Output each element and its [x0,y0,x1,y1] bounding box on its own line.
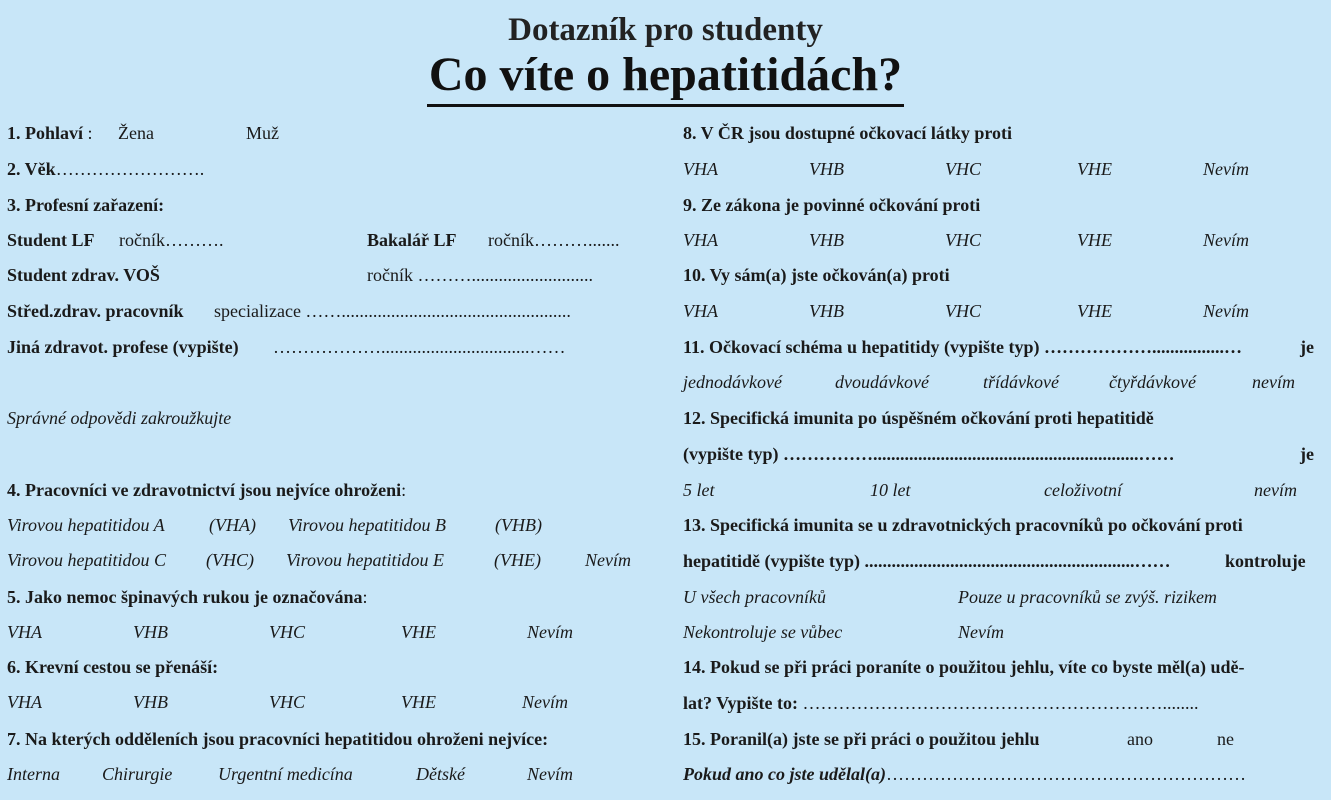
q12-opt-nevim[interactable]: nevím [1254,480,1297,500]
q9-opt-vhc[interactable]: VHC [945,230,981,250]
q9-opt-vhe[interactable]: VHE [1077,230,1112,250]
q5-opt-nevim[interactable]: Nevím [527,622,573,642]
q5-opt-vhb[interactable]: VHB [133,622,168,642]
q3-student-vos-year: ročník ………........................... [367,265,593,285]
q4-opt-vhb[interactable]: Virovou hepatitidou B [288,515,446,535]
q3-student-lf-year: ročník………. [119,230,224,250]
q4: 4. Pracovníci ve zdravotnictví jsou nejvíce ohroženi: [7,480,407,500]
q15-opt-ano[interactable]: ano [1127,729,1153,749]
q3-student-vos[interactable]: Student zdrav. VOŠ [7,265,160,285]
q13-opt-nevim[interactable]: Nevím [958,622,1004,642]
q3-student-lf[interactable]: Student LF [7,230,95,250]
q3-jina-profese[interactable]: Jiná zdravot. profese (vypište) [7,337,239,357]
q4-opt-vhe[interactable]: Virovou hepatitidou E [286,550,444,570]
q12-tail: je [1300,444,1314,464]
q10-opt-nevim[interactable]: Nevím [1203,301,1249,321]
q9-opt-vha[interactable]: VHA [683,230,718,250]
q5-opt-vhe[interactable]: VHE [401,622,436,642]
q12-line2: (vypište typ) ……………...........................................................…… [683,444,1175,464]
q6: 6. Krevní cestou se přenáší: [7,657,219,677]
q10-opt-vha[interactable]: VHA [683,301,718,321]
q5-opt-vhc[interactable]: VHC [269,622,305,642]
q11-opt-1[interactable]: jednodávkové [683,372,782,392]
q15-opt-ne[interactable]: ne [1217,729,1234,749]
q1-opt-zena[interactable]: Žena [118,123,154,143]
q7: 7. Na kterých odděleních jsou pracovníci hepatitidou ohroženi nejvíce: [7,729,549,749]
q11-opt-nevim[interactable]: nevím [1252,372,1295,392]
q13-opt-nekontroluje[interactable]: Nekontroluje se vůbec [683,622,843,642]
q8: 8. V ČR jsou dostupné očkovací látky proti [683,123,1013,143]
q14-line2: lat? Vypište to: ……………………………………………………........ [683,693,1199,713]
q4-opt-nevim[interactable]: Nevím [585,550,631,570]
q6-opt-vha[interactable]: VHA [7,692,42,712]
q6-opt-vhb[interactable]: VHB [133,692,168,712]
q6-opt-vhe[interactable]: VHE [401,692,436,712]
page-title: Co víte o hepatitidách? [427,46,904,107]
q8-opt-vhc[interactable]: VHC [945,159,981,179]
q11-tail: je [1300,337,1314,357]
q13-tail: kontroluje [1225,551,1306,571]
q12-opt-10let[interactable]: 10 let [870,480,911,500]
q4-opt-vha-abbr: (VHA) [209,515,256,535]
instructions-note: Správné odpovědi zakroužkujte [7,408,232,428]
q3-jina-profese-dots: ……………….................................…… [273,337,566,357]
q3-label: 3. Profesní zařazení: [7,195,165,215]
q3-specializace: specializace ……................................................... [214,301,571,321]
q11-opt-2[interactable]: dvoudávkové [835,372,929,392]
q15-followup: Pokud ano co jste udělal(a)…………………………………………………… [683,764,1246,784]
q9-opt-nevim[interactable]: Nevím [1203,230,1249,250]
q1: 1. Pohlaví : [7,123,93,143]
q4-opt-vhc[interactable]: Virovou hepatitidou C [7,550,166,570]
q7-opt-urgentni[interactable]: Urgentní medicína [218,764,353,784]
q12-opt-5let[interactable]: 5 let [683,480,715,500]
q7-opt-detske[interactable]: Dětské [416,764,465,784]
q11-opt-3[interactable]: třídávkové [983,372,1059,392]
q7-opt-chirurgie[interactable]: Chirurgie [102,764,173,784]
q3-bakalar-lf[interactable]: Bakalář LF [367,230,457,250]
q15: 15. Poranil(a) jste se při práci o použitou jehlu [683,729,1040,749]
q8-opt-nevim[interactable]: Nevím [1203,159,1249,179]
q3-stred-pracovnik[interactable]: Střed.zdrav. pracovník [7,301,184,321]
q9: 9. Ze zákona je povinné očkování proti [683,195,981,215]
q2: 2. Věk……………………. [7,159,205,179]
q5: 5. Jako nemoc špinavých rukou je označována: [7,587,368,607]
q9-opt-vhb[interactable]: VHB [809,230,844,250]
q13-opt-pouze[interactable]: Pouze u pracovníků se zvýš. rizikem [958,587,1217,607]
subtitle: Dotazník pro studenty [508,12,823,48]
q10-opt-vhc[interactable]: VHC [945,301,981,321]
q10-opt-vhe[interactable]: VHE [1077,301,1112,321]
q12-opt-celozivotni[interactable]: celoživotní [1044,480,1122,500]
q13: 13. Specifická imunita se u zdravotnických pracovníků po očkování proti [683,515,1243,535]
q5-opt-vha[interactable]: VHA [7,622,42,642]
q3-bakalar-lf-year: ročník………....... [488,230,620,250]
q13-line2: hepatitidě (vypište typ) ............................................................…… [683,551,1171,571]
q11-opt-4[interactable]: čtyřdávkové [1109,372,1196,392]
q1-opt-muz[interactable]: Muž [246,123,279,143]
q7-opt-nevim[interactable]: Nevím [527,764,573,784]
q14: 14. Pokud se při práci poraníte o použitou jehlu, víte co byste měl(a) udě- [683,657,1245,677]
q10: 10. Vy sám(a) jste očkován(a) proti [683,265,950,285]
q4-opt-vha[interactable]: Virovou hepatitidou A [7,515,165,535]
q8-opt-vhb[interactable]: VHB [809,159,844,179]
q8-opt-vha[interactable]: VHA [683,159,718,179]
q7-opt-interna[interactable]: Interna [7,764,60,784]
q4-opt-vhc-abbr: (VHC) [206,550,254,570]
q10-opt-vhb[interactable]: VHB [809,301,844,321]
q4-opt-vhe-abbr: (VHE) [494,550,541,570]
q6-opt-vhc[interactable]: VHC [269,692,305,712]
q11: 11. Očkovací schéma u hepatitidy (vypište typ) ………………................… [683,337,1243,357]
q12: 12. Specifická imunita po úspěšném očkování proti hepatitidě [683,408,1154,428]
q8-opt-vhe[interactable]: VHE [1077,159,1112,179]
q6-opt-nevim[interactable]: Nevím [522,692,568,712]
q4-opt-vhb-abbr: (VHB) [495,515,542,535]
q13-opt-vsech[interactable]: U všech pracovníků [683,587,826,607]
